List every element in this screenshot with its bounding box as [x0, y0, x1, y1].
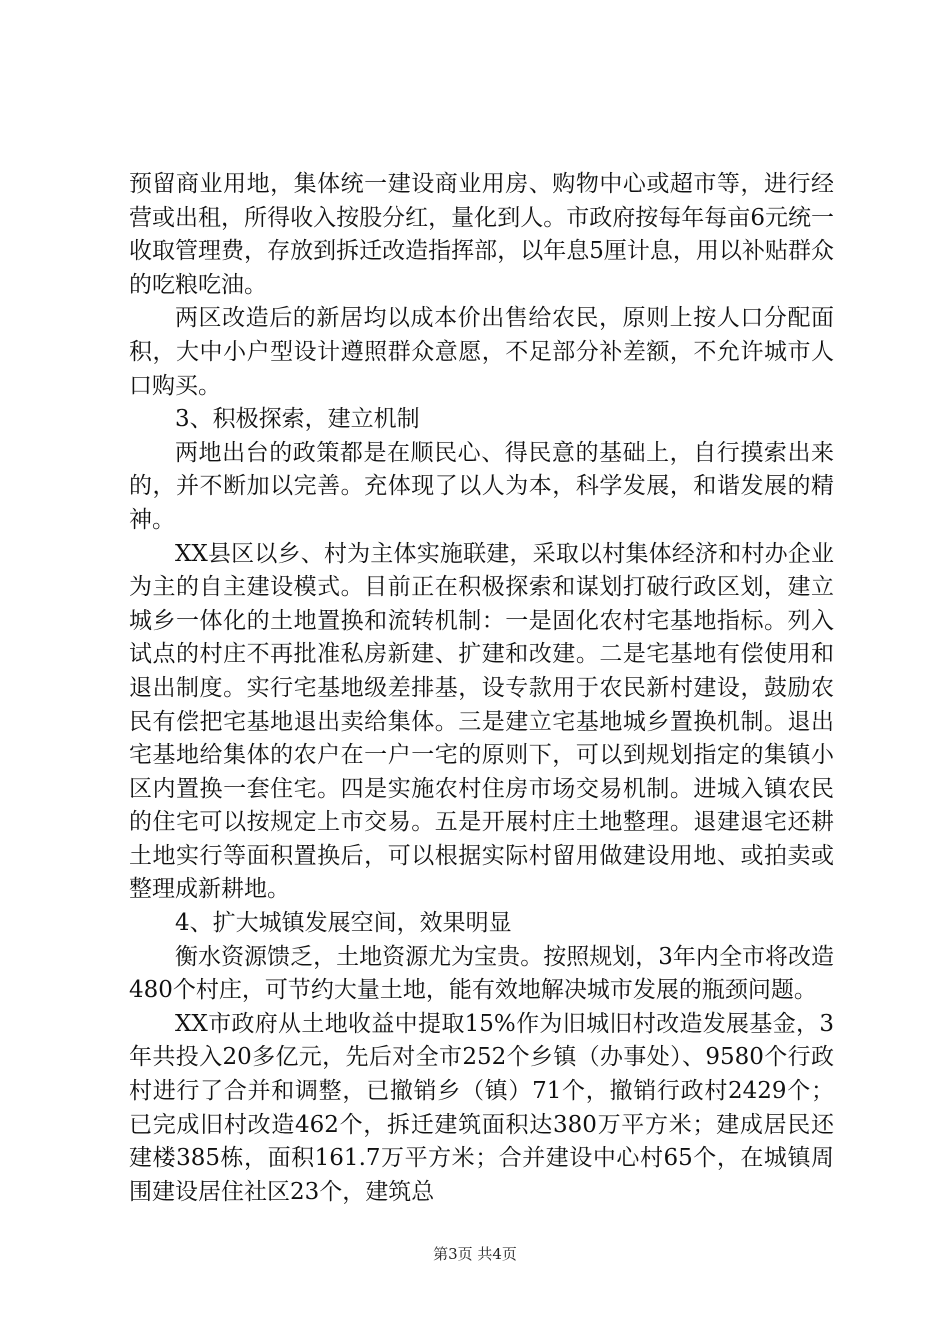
paragraph-policy-exploration: 两地出台的政策都是在顺民心、得民意的基础上，自行摸索出来的，并不断加以完善。充体现了以人为本，科学发展，和谐发展的精神。	[129, 439, 834, 533]
paragraph-new-housing-sale: 两区改造后的新居均以成本价出售给农民，原则上按人口分配面积，大中小户型设计遵照群众意愿，不足部分补差额，不允许城市人口购买。	[129, 305, 834, 399]
paragraph-land-resources: 衡水资源馈乏，土地资源尤为宝贵。按照规划，3年内全市将改造480个村庄，可节约大量土地，能有效地解决城市发展的瓶颈问题。	[129, 943, 834, 1004]
document-body	[129, 168, 834, 1209]
paragraph-county-joint-construction: XX县区以乡、村为主体实施联建，采取以村集体经济和村办企业为主的自主建设模式。目前正在积极探索和谋划打破行政区划，建立城乡一体化的土地置换和流转机制：一是固化农村宅基地指标。列入试点的村庄不再批准私房新建、扩建和改建。二是宅基地有偿使用和退出制度。实行宅基地级差排基，设专款用于农民新村建设，鼓励农民有偿把宅基地退出卖给集体。三是建立宅基地城乡置换机制。退出宅基地给集体的农户在一户一宅的原则下，可以到规划指定的集镇小区内置换一套住宅。四是实施农村住房市场交易机制。进城入镇农民的住宅可以按规定上市交易。五是开展村庄土地整理。退建退宅还耕土地实行等面积置换后，可以根据实际村留用做建设用地、或拍卖或整理成新耕地。	[129, 540, 834, 903]
paragraph-commercial-land: 预留商业用地，集体统一建设商业用房、购物中心或超市等，进行经营或出租，所得收入按股分红，量化到人。市政府按每年每亩6元统一收取管理费，存放到拆迁改造指挥部，以年息5厘计息，用以补贴群众的吃粮吃油。	[129, 171, 834, 298]
paragraph-city-fund-results: XX市政府从土地收益中提取15%作为旧城旧村改造发展基金，3年共投入20多亿元，先后对全市252个乡镇（办事处）、9580个行政村进行了合并和调整，已撤销乡（镇）71个，撤销行政村2429个；已完成旧村改造462个，拆迁建筑面积达380万平方米；建成居民还建楼385栋，面积161.7万平方米；合并建设中心村65个，在城镇周围建设居住社区23个，建筑总	[129, 1010, 834, 1205]
page-footer: 第3页 共4页	[433, 1245, 517, 1263]
section-heading-4: 4、扩大城镇发展空间，效果明显	[175, 910, 512, 937]
section-heading-3: 3、积极探索，建立机制	[175, 406, 420, 433]
